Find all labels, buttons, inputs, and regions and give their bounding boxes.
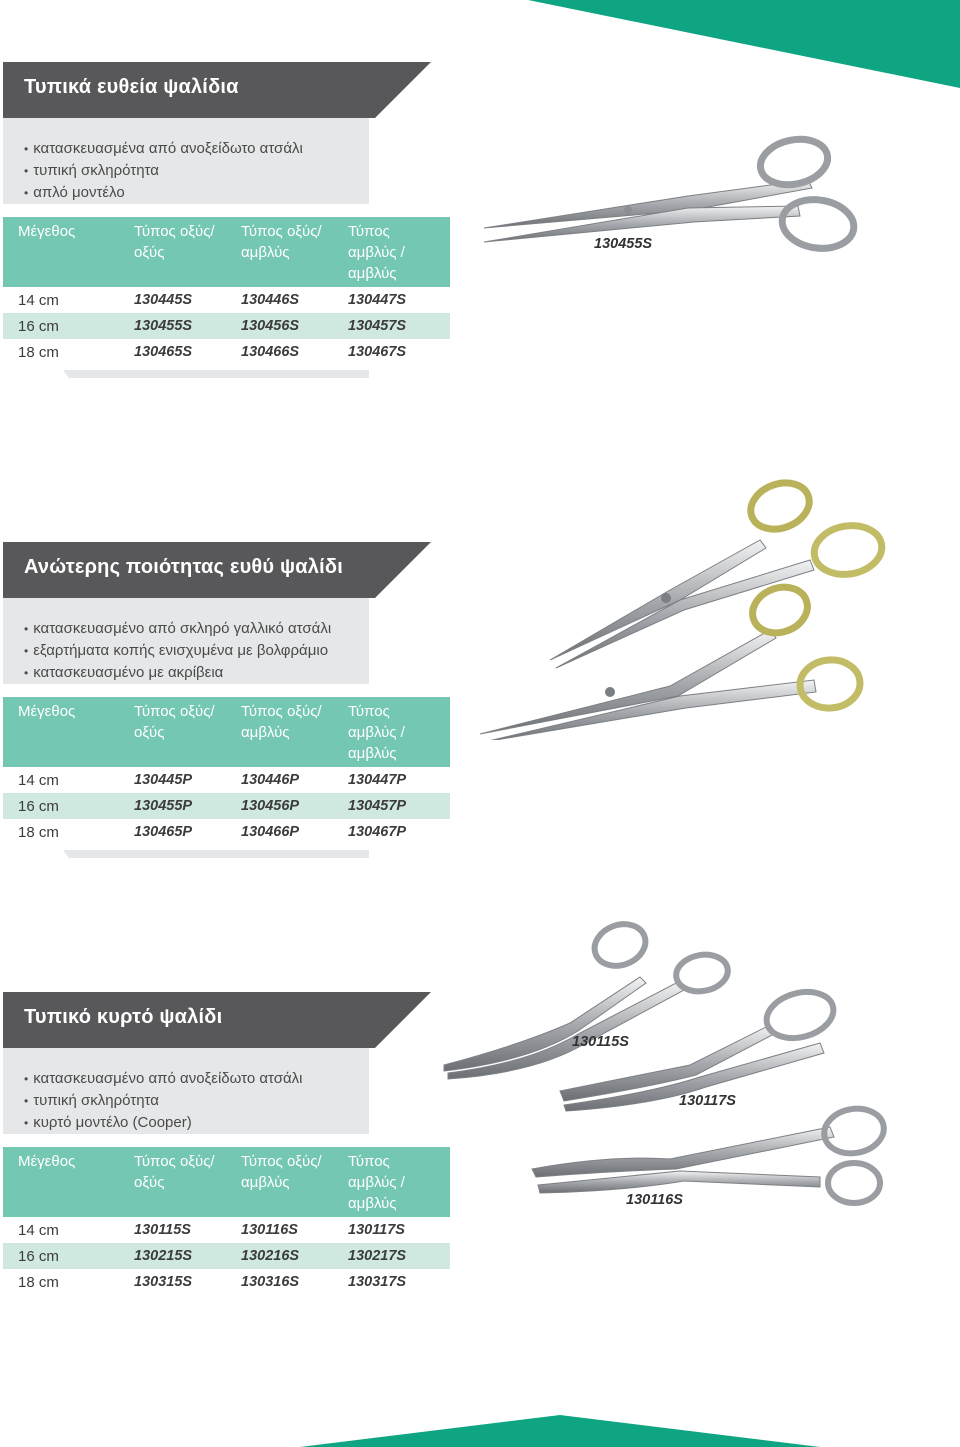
code-cell: 130316S <box>241 1274 300 1290</box>
code-cell: 130455S <box>119 313 226 339</box>
table-row <box>3 1243 450 1269</box>
section-title: Ανώτερης ποιότητας ευθύ ψαλίδι <box>24 556 343 578</box>
spec-table <box>3 697 450 845</box>
bottom-corner-decoration <box>0 1367 960 1447</box>
section-title: Τυπικά ευθεία ψαλίδια <box>24 76 239 98</box>
code-cell: 130317S <box>348 1274 407 1290</box>
table-row <box>3 1269 450 1295</box>
header-sharp-sharp: Τύπος οξύς/ οξύς <box>119 1147 226 1217</box>
table-row <box>3 339 450 365</box>
table-row <box>3 767 450 793</box>
table-row <box>3 1217 450 1243</box>
image-caption: 130455S <box>594 236 653 252</box>
code-cell: 130445S <box>134 292 193 308</box>
code-cell: 130216S <box>226 1243 333 1269</box>
spec-table <box>3 217 450 365</box>
header-blunt-blunt: Τύπος αμβλύς / αμβλύς <box>333 217 450 287</box>
header-sharp-sharp: Τύπος οξύς/ οξύς <box>119 697 226 767</box>
image-caption: 130116S <box>626 1192 683 1208</box>
table-underbar <box>3 370 369 378</box>
header-blunt-blunt: Τύπος αμβλύς / αμβλύς <box>333 697 450 767</box>
section-body <box>3 598 369 684</box>
code-cell: 130116S <box>241 1222 298 1238</box>
table-header-row <box>3 1147 450 1217</box>
header-sharp-sharp: Τύπος οξύς/ οξύς <box>119 217 226 287</box>
header-size: Μέγεθος <box>3 697 119 767</box>
header-size: Μέγεθος <box>3 1147 119 1217</box>
feature-list <box>3 618 369 684</box>
section-premium-straight-scissors <box>0 542 450 863</box>
table-row <box>3 793 450 819</box>
code-cell: 130115S <box>134 1222 191 1238</box>
section-standard-curved-scissors <box>0 992 450 1295</box>
feature-list <box>3 138 369 204</box>
table-header-row <box>3 697 450 767</box>
code-cell: 130466P <box>241 824 300 840</box>
size-cell: 18 cm <box>18 1273 59 1291</box>
size-cell: 16 cm <box>3 313 119 339</box>
image-caption: 130115S <box>572 1034 629 1050</box>
section-title-bar <box>3 542 431 598</box>
section-title-bar <box>3 992 431 1048</box>
code-cell: 130447P <box>348 772 407 788</box>
straight-scissors-image <box>478 130 898 270</box>
header-size: Μέγεθος <box>3 217 119 287</box>
code-cell: 130446P <box>241 772 300 788</box>
code-cell: 130215S <box>119 1243 226 1269</box>
size-cell: 18 cm <box>18 343 59 361</box>
size-cell: 14 cm <box>18 291 59 309</box>
section-title: Τυπικό κυρτό ψαλίδι <box>24 1006 223 1028</box>
feature-item: • τυπική σκληρότητα <box>24 1090 369 1112</box>
table-row <box>3 313 450 339</box>
feature-item: • κατασκευασμένο με ακρίβεια <box>24 662 369 684</box>
code-cell: 130455P <box>119 793 226 819</box>
size-cell: 14 cm <box>18 1221 59 1239</box>
code-cell: 130446S <box>241 292 300 308</box>
code-cell: 130445P <box>134 772 193 788</box>
table-row <box>3 287 450 313</box>
feature-item: • κυρτό μοντέλο (Cooper) <box>24 1112 369 1134</box>
code-cell: 130457S <box>333 313 450 339</box>
size-cell: 14 cm <box>18 771 59 789</box>
size-cell: 16 cm <box>3 1243 119 1269</box>
code-cell: 130467P <box>348 824 407 840</box>
feature-item: • κατασκευασμένο από ανοξείδωτο ατσάλι <box>24 1068 369 1090</box>
feature-item: • εξαρτήματα κοπής ενισχυμένα με βολφράμιο <box>24 640 369 662</box>
section-body <box>3 1048 369 1134</box>
table-header-row <box>3 217 450 287</box>
code-cell: 130456P <box>226 793 333 819</box>
code-cell: 130217S <box>333 1243 450 1269</box>
code-cell: 130465S <box>134 344 193 360</box>
curved-scissors-image <box>440 915 920 1215</box>
feature-item: • κατασκευασμένο από σκληρό γαλλικό ατσάλι <box>24 618 369 640</box>
code-cell: 130456S <box>226 313 333 339</box>
size-cell: 18 cm <box>18 823 59 841</box>
feature-item: • κατασκευασμένα από ανοξείδωτο ατσάλι <box>24 138 369 160</box>
header-blunt-blunt: Τύπος αμβλύς / αμβλύς <box>333 1147 450 1217</box>
section-body <box>3 118 369 204</box>
header-sharp-blunt: Τύπος οξύς/ αμβλύς <box>226 697 333 767</box>
table-underbar <box>3 850 369 858</box>
code-cell: 130466S <box>241 344 300 360</box>
spec-table <box>3 1147 450 1295</box>
feature-item: • απλό μοντέλο <box>24 182 369 204</box>
section-title-bar <box>3 62 431 118</box>
header-sharp-blunt: Τύπος οξύς/ αμβλύς <box>226 1147 333 1217</box>
code-cell: 130457P <box>333 793 450 819</box>
code-cell: 130315S <box>134 1274 193 1290</box>
code-cell: 130467S <box>348 344 407 360</box>
image-caption: 130117S <box>679 1093 736 1109</box>
table-row <box>3 819 450 845</box>
code-cell: 130465P <box>134 824 193 840</box>
code-cell: 130447S <box>348 292 407 308</box>
code-cell: 130117S <box>348 1222 405 1238</box>
feature-item: • τυπική σκληρότητα <box>24 160 369 182</box>
premium-scissors-image <box>470 470 900 740</box>
section-standard-straight-scissors <box>0 62 450 383</box>
feature-list <box>3 1068 369 1134</box>
header-sharp-blunt: Τύπος οξύς/ αμβλύς <box>226 217 333 287</box>
size-cell: 16 cm <box>3 793 119 819</box>
